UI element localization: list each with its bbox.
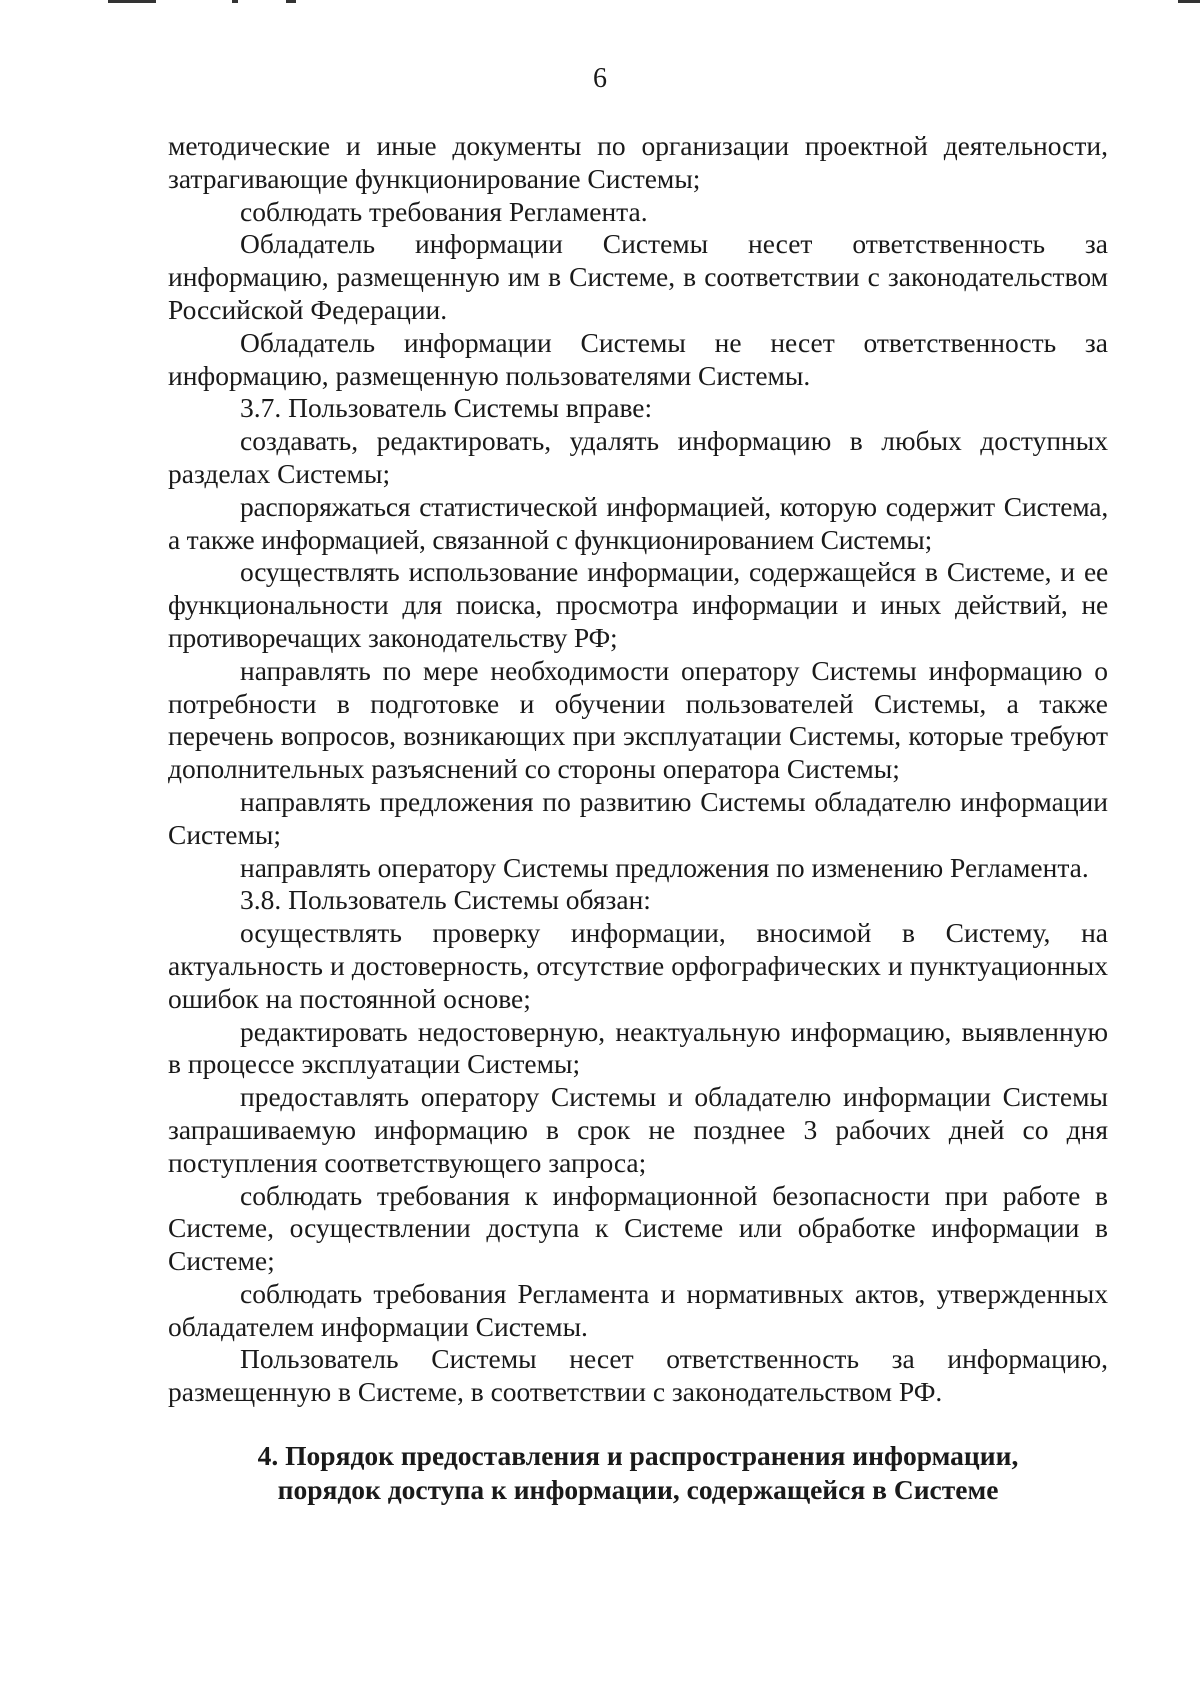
paragraph: направлять по мере необходимости оператору Системы информацию о потребности в подготовке и обучении пользователей Системы, а также перечень вопросов, возникающих при эксплуатации Системы, которые требуют дополнительных разъяснений со стороны оператора Системы;	[168, 654, 1108, 785]
paragraph: Обладатель информации Системы не несет ответственность за информацию, размещенную пользователями Системы.	[168, 326, 1108, 391]
page-number: 6	[593, 63, 607, 94]
paragraph: осуществлять использование информации, содержащейся в Системе, и ее функциональности для поиска, просмотра информации и иных действий, не противоречащих законодательству РФ;	[168, 556, 1108, 653]
paragraph: соблюдать требования Регламента и нормативных актов, утвержденных обладателем информации Системы.	[168, 1277, 1108, 1342]
paragraph: соблюдать требования Регламента.	[240, 195, 648, 227]
paragraph: соблюдать требования к информационной безопасности при работе в Системе, осуществлении доступа к Системе или обработке информации в Системе;	[168, 1179, 1108, 1277]
paragraph: направлять оператору Системы предложения по изменению Регламента.	[240, 851, 1089, 883]
paragraph: осуществлять проверку информации, вносимой в Систему, на актуальность и достоверность, отсутствие орфографических и пунктуационных ошибок на постоянной основе;	[168, 917, 1108, 1014]
paragraph: Пользователь Системы несет ответственность за информацию, размещенную в Системе, в соответствии с законодательством РФ.	[168, 1343, 1108, 1408]
document-body	[168, 130, 1108, 1507]
section-heading-line: 4. Порядок предоставления и распространения информации,	[257, 1440, 1019, 1472]
section-heading	[168, 1439, 1108, 1507]
paragraph: редактировать недостоверную, неактуальную информацию, выявленную в процессе эксплуатации Системы;	[168, 1015, 1108, 1080]
clause-heading: 3.8. Пользователь Системы обязан:	[240, 884, 651, 916]
paragraph: методические и иные документы по организации проектной деятельности, затрагивающие функционирование Системы;	[168, 130, 1108, 194]
scan-artifact	[1178, 0, 1200, 3]
scan-artifact	[232, 0, 238, 3]
scan-artifact	[286, 0, 296, 3]
section-heading-line: порядок доступа к информации, содержащейся в Системе	[277, 1474, 999, 1506]
paragraph: Обладатель информации Системы несет ответственность за информацию, размещенную им в Системе, в соответствии с законодательством Российской Федерации.	[168, 228, 1108, 325]
scan-artifact	[108, 0, 156, 3]
paragraph: распоряжаться статистической информацией, которую содержит Система, а также информацией, связанной с функционированием Системы;	[168, 490, 1108, 555]
paragraph: направлять предложения по развитию Системы обладателю информации Системы;	[168, 785, 1108, 850]
clause-heading: 3.7. Пользователь Системы вправе:	[240, 392, 653, 424]
paragraph: предоставлять оператору Системы и обладателю информации Системы запрашиваемую информацию в срок не позднее 3 рабочих дней со дня поступления соответствующего запроса;	[168, 1081, 1108, 1178]
paragraph: создавать, редактировать, удалять информацию в любых доступных разделах Системы;	[168, 425, 1108, 489]
